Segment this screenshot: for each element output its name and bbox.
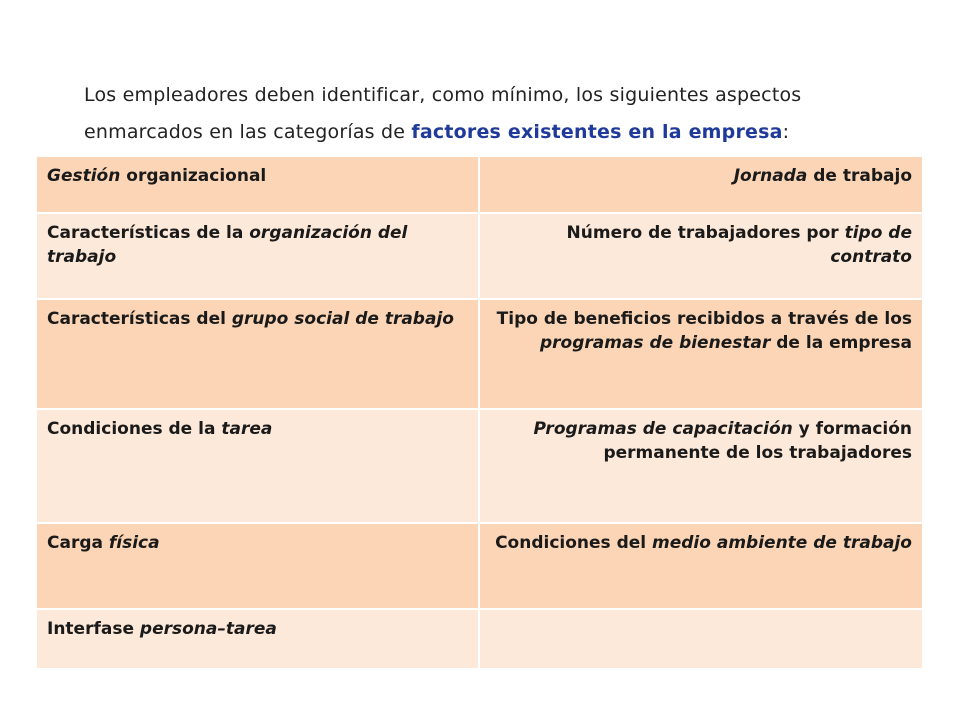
cell-text: Carga: [47, 533, 109, 553]
cell-text: Tipo de beneficios recibidos a través de los: [496, 309, 912, 329]
right-cell: [479, 523, 922, 609]
intro-text: Los empleadores deben identificar, como mínimo, los siguientes aspectos enmarcados en las categorías de: [84, 84, 802, 143]
right-cell: [479, 299, 922, 409]
right-cell: [479, 609, 922, 669]
italic-text: programas de bienestar: [539, 333, 771, 353]
italic-text: tipo de contrato: [830, 223, 912, 267]
table-row: [37, 609, 922, 669]
intro-paragraph: [84, 77, 884, 151]
cell-text: Número de trabajadores por: [566, 223, 845, 243]
cell-text: Condiciones de la: [47, 419, 222, 439]
cell-text: organizacional: [120, 166, 267, 186]
factors-table: [37, 157, 922, 670]
cell-text: Características del: [47, 309, 232, 329]
left-cell: [37, 609, 479, 669]
cell-text: de la empresa: [770, 333, 912, 353]
table-row: [37, 523, 922, 609]
table-row: [37, 213, 922, 299]
left-cell: [37, 409, 479, 523]
right-cell: [479, 213, 922, 299]
right-cell: [479, 157, 922, 213]
italic-text: Jornada: [733, 166, 808, 186]
intro-colon: :: [782, 121, 790, 143]
left-cell: [37, 523, 479, 609]
intro-highlight: factores existentes en la empresa: [411, 121, 783, 143]
cell-text: Condiciones del: [495, 533, 653, 553]
italic-text: Programas de capacitación: [533, 419, 793, 439]
table-row: [37, 157, 922, 213]
left-cell: [37, 213, 479, 299]
italic-text: medio ambiente de trabajo: [652, 533, 912, 553]
cell-text: Características de la: [47, 223, 250, 243]
cell-text: de trabajo: [807, 166, 912, 186]
left-cell: [37, 157, 479, 213]
table-row: [37, 409, 922, 523]
table-row: [37, 299, 922, 409]
italic-text: tarea: [221, 419, 273, 439]
right-cell: [479, 409, 922, 523]
italic-text: organización del trabajo: [47, 223, 408, 267]
italic-text: persona–tarea: [139, 619, 277, 639]
cell-text: Interfase: [47, 619, 140, 639]
left-cell: [37, 299, 479, 409]
cell-text: y formación permanente de los trabajadores: [603, 419, 912, 463]
italic-text: física: [108, 533, 160, 553]
italic-text: Gestión: [47, 166, 121, 186]
italic-text: grupo social de trabajo: [231, 309, 454, 329]
